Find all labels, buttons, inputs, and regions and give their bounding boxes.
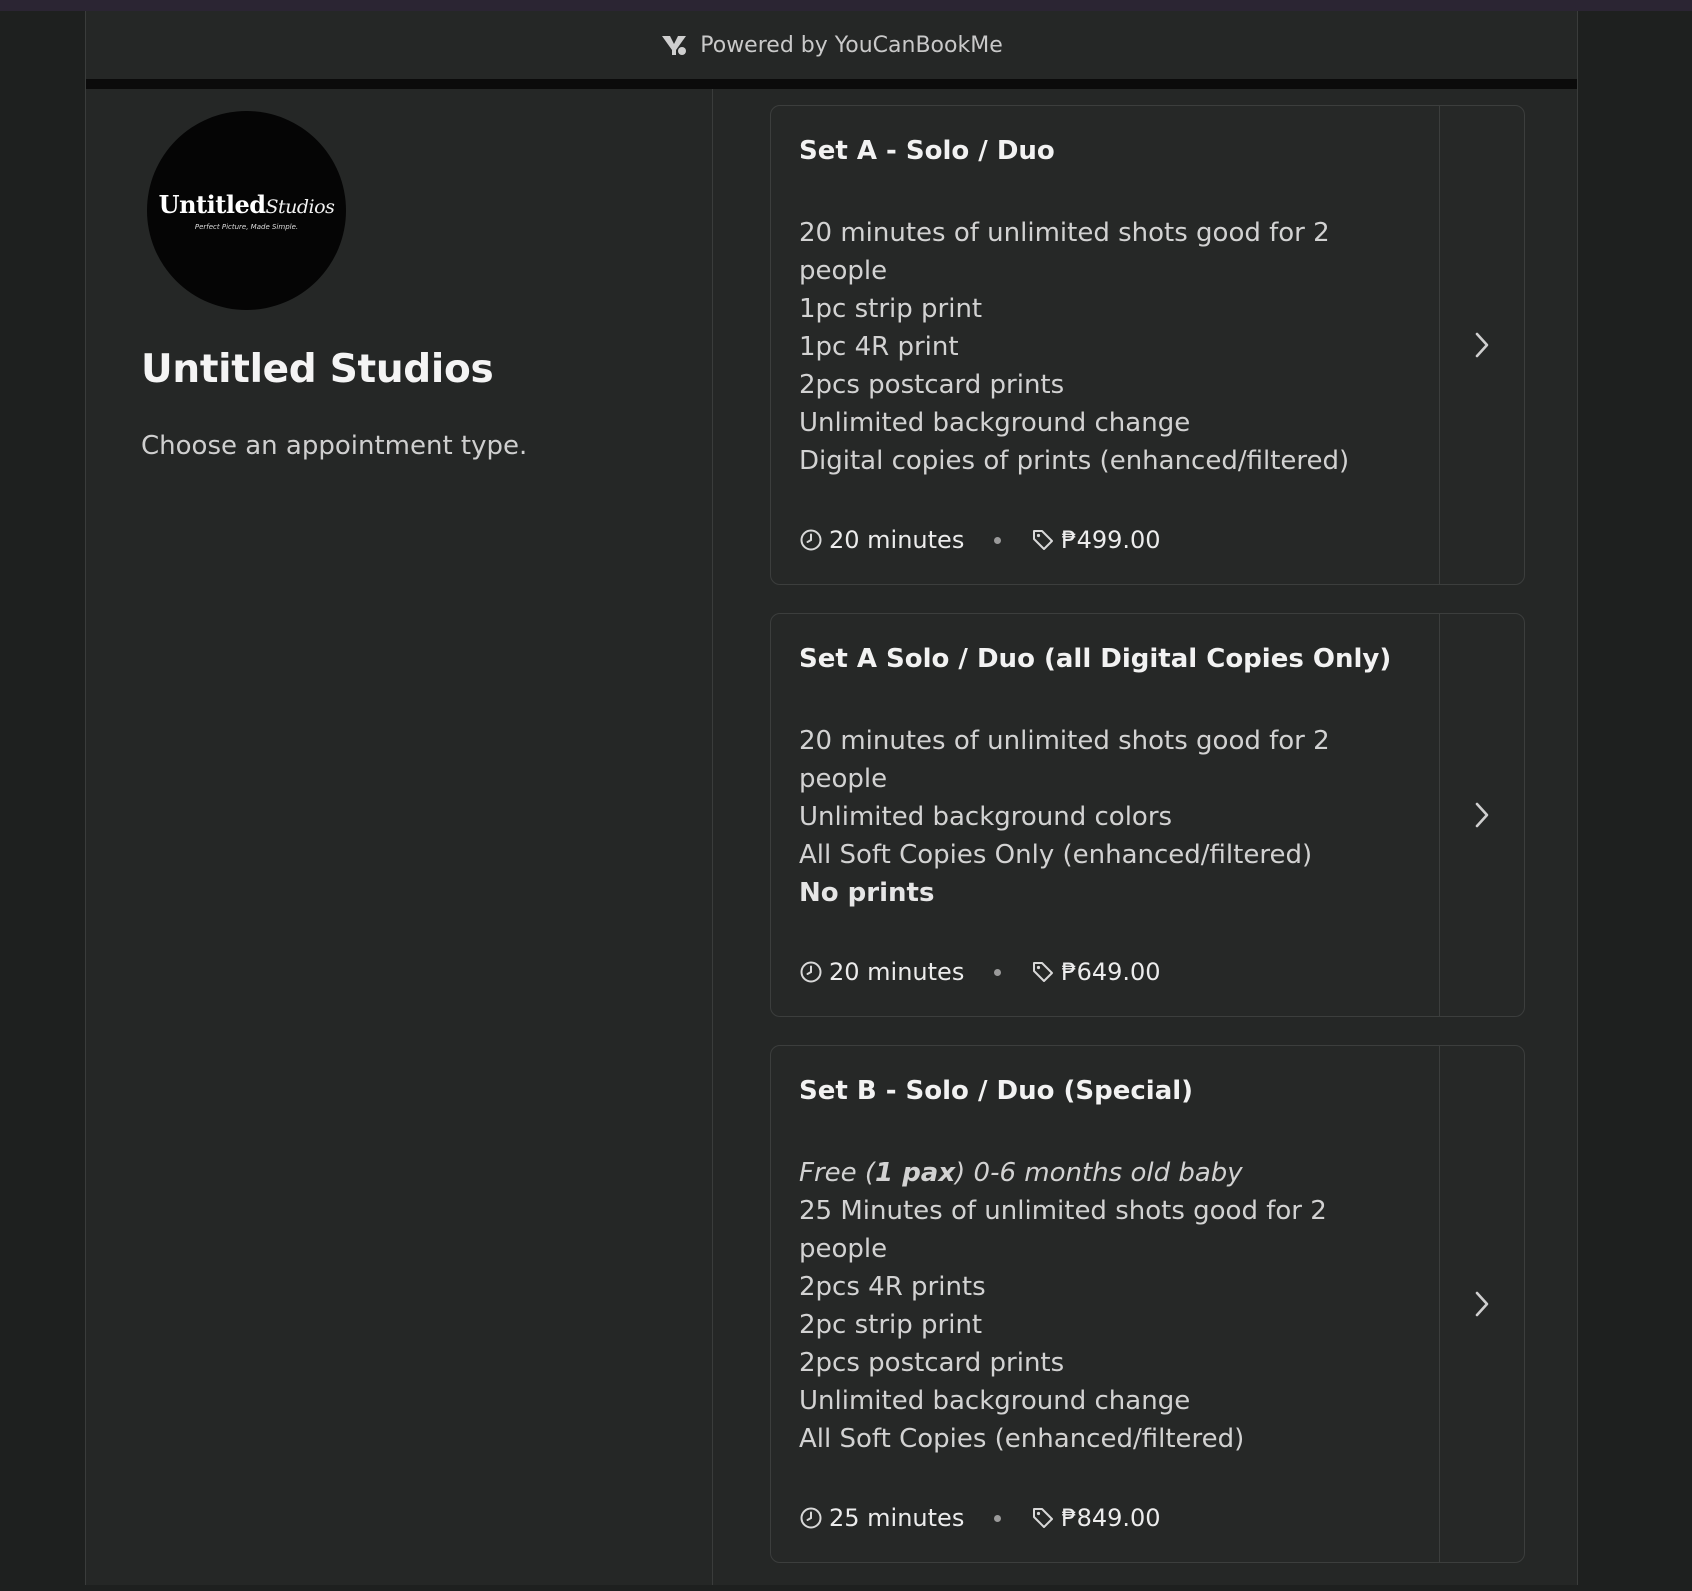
appointment-card[interactable]: [770, 105, 1525, 585]
appointment-list: [770, 105, 1525, 1591]
price-tag-icon: [1031, 960, 1055, 984]
appointment-title: Set A Solo / Duo (all Digital Copies Only): [799, 644, 1392, 674]
chevron-right-icon: [1471, 1289, 1493, 1319]
appointment-price: ₱499.00: [1061, 526, 1161, 554]
appointment-duration: 25 minutes: [829, 1504, 965, 1532]
browser-top-strip: [0, 0, 1692, 11]
header-divider: [86, 79, 1577, 89]
appointment-price: ₱849.00: [1061, 1504, 1161, 1532]
logo-tagline: Perfect Picture, Made Simple.: [194, 223, 299, 231]
open-appointment-button[interactable]: [1439, 614, 1524, 1016]
chevron-right-icon: [1471, 800, 1493, 830]
appointment-card[interactable]: [770, 1045, 1525, 1563]
youcanbookme-logo-icon: [660, 33, 688, 57]
clock-icon: [799, 1506, 823, 1530]
appointment-duration: 20 minutes: [829, 958, 965, 986]
appointment-duration: 20 minutes: [829, 526, 965, 554]
chevron-right-icon: [1471, 330, 1493, 360]
page-title: Untitled Studios: [141, 347, 494, 392]
appointment-card[interactable]: [770, 613, 1525, 1017]
price-tag-icon: [1031, 528, 1055, 552]
appointment-meta: [799, 526, 1409, 554]
studio-logo-avatar: [147, 111, 346, 310]
clock-icon: [799, 528, 823, 552]
profile-panel: [86, 89, 713, 1585]
separator-dot: [994, 537, 1001, 544]
separator-dot: [994, 1515, 1001, 1522]
clock-icon: [799, 960, 823, 984]
appointment-meta: [799, 1504, 1409, 1532]
open-appointment-button[interactable]: [1439, 1046, 1524, 1562]
appointment-title: Set A - Solo / Duo: [799, 136, 1055, 166]
appointment-description: 20 minutes of unlimited shots good for 2 people 1pc strip print 1pc 4R print 2pcs postcard prints Unlimited background change Digital copies of prints (enhanced/filtered): [799, 218, 1350, 476]
appointment-price: ₱649.00: [1061, 958, 1161, 986]
promo-line: Free (1 pax) 0-6 months old baby: [799, 1158, 1243, 1188]
open-appointment-button[interactable]: [1439, 106, 1524, 584]
powered-by-link[interactable]: [86, 11, 1577, 79]
logo-wordmark: UntitledStudios: [158, 190, 335, 219]
booking-page: [85, 11, 1578, 1585]
separator-dot: [994, 969, 1001, 976]
appointment-title: Set B - Solo / Duo (Special): [799, 1076, 1194, 1106]
price-tag-icon: [1031, 1506, 1055, 1530]
appointment-description: Free (1 pax) 0-6 months old baby 25 Minutes of unlimited shots good for 2 people 2pcs 4R prints 2pc strip print 2pcs postcard prints Unlimited background change All Soft Copies (enhanced/filtered): [799, 1154, 1409, 1458]
powered-by-text: Powered by YouCanBookMe: [700, 32, 1003, 58]
appointment-meta: [799, 958, 1409, 986]
page-subtitle: Choose an appointment type.: [141, 431, 528, 461]
appointment-description: 20 minutes of unlimited shots good for 2 people Unlimited background colors All Soft Copies Only (enhanced/filtered) No prints: [799, 726, 1330, 908]
